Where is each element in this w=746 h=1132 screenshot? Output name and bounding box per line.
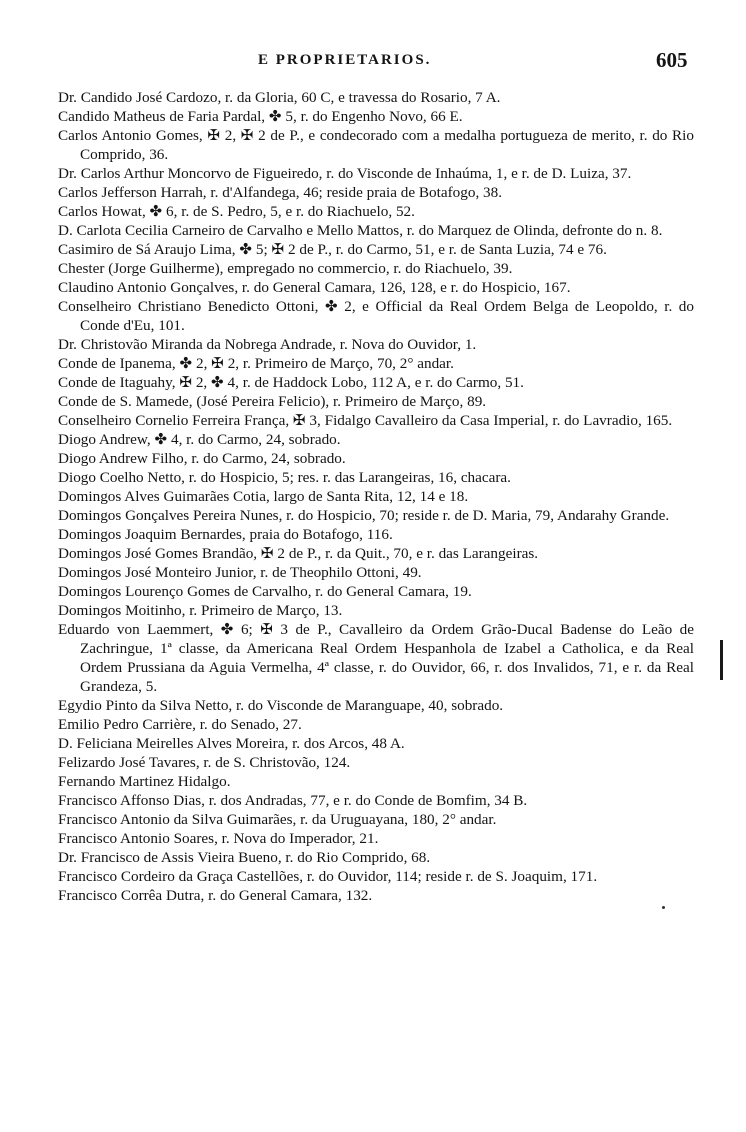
list-item: Chester (Jorge Guilherme), empregado no commercio, r. do Riachuelo, 39.: [58, 260, 513, 277]
list-item: Emilio Pedro Carrière, r. do Senado, 27.: [58, 716, 302, 733]
page-number: 605: [656, 48, 688, 72]
list-item: Domingos José Gomes Brandão, ✠ 2 de P., r. da Quit., 70, e r. das Larangeiras.: [58, 545, 539, 562]
list-item: Francisco Cordeiro da Graça Castellões, r. do Ouvidor, 114; reside r. de S. Joaquim, 171.: [58, 868, 598, 885]
margin-ink-dot: [662, 906, 665, 909]
list-item: Diogo Andrew Filho, r. do Carmo, 24, sobrado.: [58, 450, 346, 467]
list-item: Domingos Lourenço Gomes de Carvalho, r. do General Camara, 19.: [58, 583, 472, 600]
list-item: Francisco Antonio da Silva Guimarães, r. da Uruguayana, 180, 2° andar.: [58, 811, 497, 828]
running-head: [0, 48, 746, 78]
list-item: Claudino Antonio Gonçalves, r. do General Camara, 126, 128, e r. do Hospicio, 167.: [58, 279, 571, 296]
list-item: Dr. Candido José Cardozo, r. da Gloria, 60 C, e travessa do Rosario, 7 A.: [58, 89, 501, 106]
list-item: Dr. Francisco de Assis Vieira Bueno, r. do Rio Comprido, 68.: [58, 849, 431, 866]
list-item: Dr. Carlos Arthur Moncorvo de Figueiredo, r. do Visconde de Inhaúma, 1, e r. de D. Luiza, 37.: [58, 165, 632, 182]
list-item: Francisco Corrêa Dutra, r. do General Camara, 132.: [58, 887, 373, 904]
list-item: Conde de Itaguahy, ✠ 2, ✤ 4, r. de Haddock Lobo, 112 A, e r. do Carmo, 51.: [58, 374, 524, 391]
list-item: Conselheiro Christiano Benedicto Ottoni, ✤ 2, e Official da Real Ordem Belga de Leopoldo, r. do Conde d'Eu, 101.: [58, 298, 694, 334]
list-item: Dr. Christovão Miranda da Nobrega Andrade, r. Nova do Ouvidor, 1.: [58, 336, 477, 353]
list-item: Eduardo von Laemmert, ✤ 6; ✠ 3 de P., Cavalleiro da Ordem Grão-Ducal Badense do Leão de Zachringue, 1ª classe, da Americana Real Ordem Hespanhola de Izabel a Catholica, e da Real Ordem Prussiana da Aguia Vermelha, 4ª classe, r. do Ouvidor, 66, r. dos Invalidos, 71, e r. da Real Grandeza, 5.: [58, 621, 694, 695]
list-item: Candido Matheus de Faria Pardal, ✤ 5, r. do Engenho Novo, 66 E.: [58, 108, 463, 125]
list-item: Conde de Ipanema, ✤ 2, ✠ 2, r. Primeiro de Março, 70, 2° andar.: [58, 355, 454, 372]
list-item: Domingos José Monteiro Junior, r. de Theophilo Ottoni, 49.: [58, 564, 422, 581]
list-item: Domingos Alves Guimarães Cotia, largo de Santa Rita, 12, 14 e 18.: [58, 488, 469, 505]
list-item: Domingos Joaquim Bernardes, praia do Botafogo, 116.: [58, 526, 393, 543]
list-item: D. Feliciana Meirelles Alves Moreira, r. dos Arcos, 48 A.: [58, 735, 405, 752]
list-item: Diogo Coelho Netto, r. do Hospicio, 5; res. r. das Larangeiras, 16, chacara.: [58, 469, 511, 486]
entry-list: [58, 88, 694, 905]
list-item: Conselheiro Cornelio Ferreira França, ✠ 3, Fidalgo Cavalleiro da Casa Imperial, r. do Lavradio, 165.: [58, 412, 673, 429]
list-item: Casimiro de Sá Araujo Lima, ✤ 5; ✠ 2 de P., r. do Carmo, 51, e r. de Santa Luzia, 74 e 76.: [58, 241, 607, 258]
list-item: Conde de S. Mamede, (José Pereira Felicio), r. Primeiro de Março, 89.: [58, 393, 487, 410]
list-item: Francisco Antonio Soares, r. Nova do Imperador, 21.: [58, 830, 379, 847]
list-item: Carlos Antonio Gomes, ✠ 2, ✠ 2 de P., e condecorado com a medalha portugueza de merito, r. do Rio Comprido, 36.: [58, 127, 694, 163]
margin-ink-mark: [720, 640, 723, 680]
list-item: Diogo Andrew, ✤ 4, r. do Carmo, 24, sobrado.: [58, 431, 341, 448]
list-item: Carlos Howat, ✤ 6, r. de S. Pedro, 5, e r. do Riachuelo, 52.: [58, 203, 415, 220]
list-item: Carlos Jefferson Harrah, r. d'Alfandega, 46; reside praia de Botafogo, 38.: [58, 184, 503, 201]
list-item: Felizardo José Tavares, r. de S. Christovão, 124.: [58, 754, 351, 771]
running-title: E PROPRIETARIOS.: [258, 52, 432, 68]
list-item: D. Carlota Cecilia Carneiro de Carvalho e Mello Mattos, r. do Marquez de Olinda, defronte do n. 8.: [58, 222, 663, 239]
list-item: Francisco Affonso Dias, r. dos Andradas, 77, e r. do Conde de Bomfim, 34 B.: [58, 792, 528, 809]
list-item: Domingos Moitinho, r. Primeiro de Março, 13.: [58, 602, 343, 619]
list-item: Fernando Martinez Hidalgo.: [58, 773, 231, 790]
list-item: Egydio Pinto da Silva Netto, r. do Visconde de Maranguape, 40, sobrado.: [58, 697, 504, 714]
list-item: Domingos Gonçalves Pereira Nunes, r. do Hospicio, 70; reside r. de D. Maria, 79, Andarahy Grande.: [58, 507, 670, 524]
